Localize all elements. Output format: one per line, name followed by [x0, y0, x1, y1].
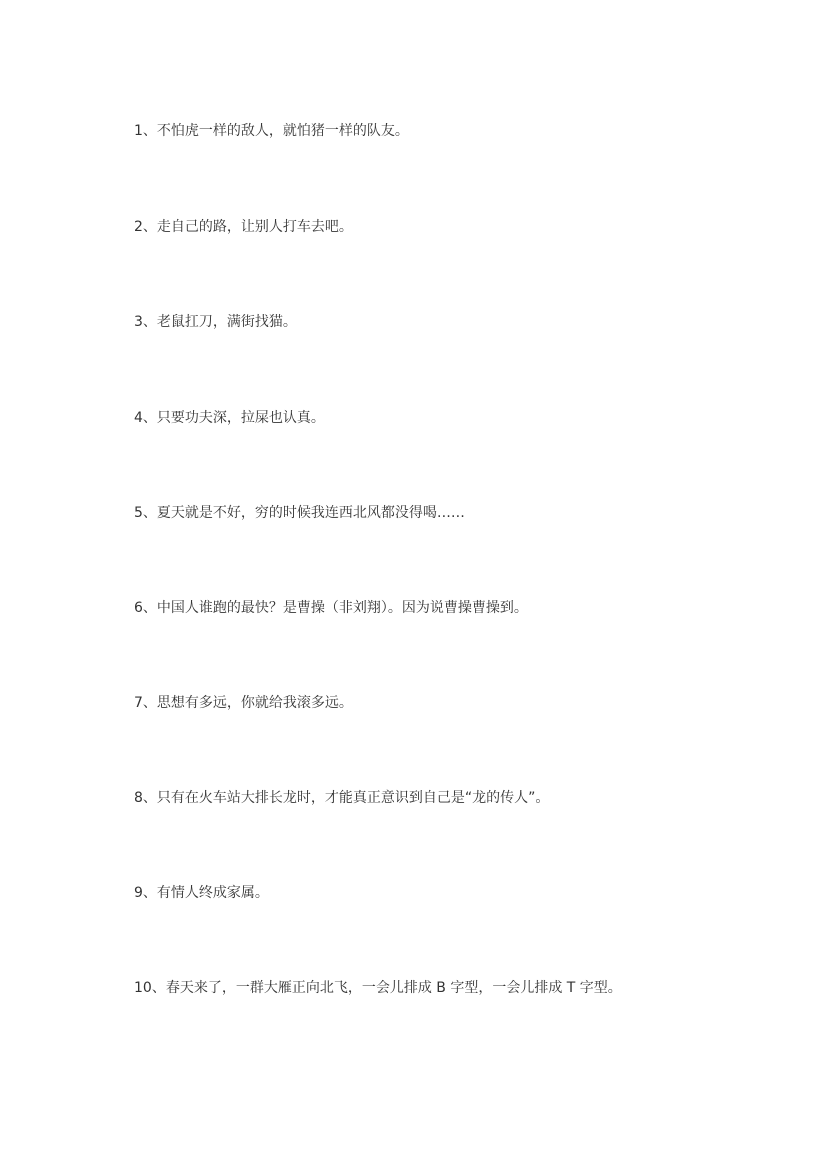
list-item: 3、老鼠扛刀，满街找猫。 [134, 314, 297, 330]
list-item: 10、春天来了，一群大雁正向北飞，一会儿排成 B 字型，一会儿排成 T 字型。 [134, 980, 622, 996]
list-item: 4、只要功夫深，拉屎也认真。 [134, 410, 325, 426]
list-item: 6、中国人谁跑的最快？是曹操（非刘翔）。因为说曹操曹操到。 [134, 600, 528, 616]
list-item: 8、只有在火车站大排长龙时，才能真正意识到自己是“龙的传人”。 [134, 790, 550, 806]
list-item: 1、不怕虎一样的敌人，就怕猪一样的队友。 [134, 123, 409, 139]
list-item: 5、夏天就是不好，穷的时候我连西北风都没得喝…… [134, 505, 465, 521]
list-item: 9、有情人终成家属。 [134, 885, 269, 901]
list-item: 7、思想有多远，你就给我滚多远。 [134, 695, 353, 711]
list-item: 2、走自己的路，让别人打车去吧。 [134, 219, 353, 235]
